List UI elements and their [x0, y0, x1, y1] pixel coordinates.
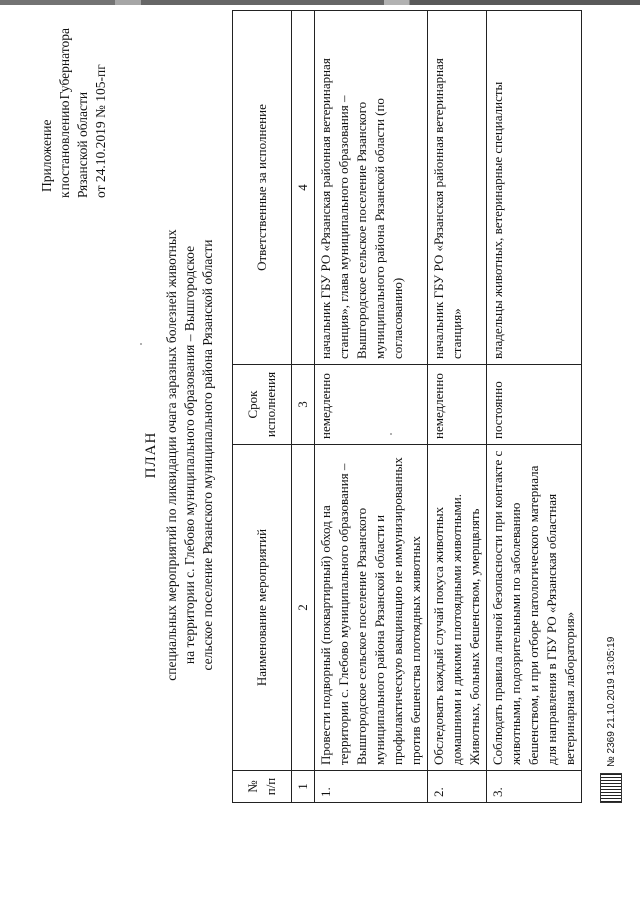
table-header-row	[233, 11, 292, 803]
appendix-line-1	[56, 28, 74, 198]
header-num-3: 3	[292, 365, 315, 445]
appendix-line-3: от 24.10.2019 № 105-пг	[93, 64, 108, 198]
registration-stamp	[600, 637, 622, 803]
row-number: 2.	[428, 771, 487, 803]
appendix-line-2: Рязанской области	[75, 91, 90, 198]
subtitle-line-2: на территории с. Глебово муниципального образования – Вышгородское	[182, 245, 197, 665]
table-row	[428, 11, 487, 803]
row-term: немедленно	[428, 365, 487, 445]
row-responsible: начальник ГБУ РО «Рязанская районная ветеринарная станция»	[428, 11, 487, 365]
header-num-1: 1	[292, 771, 315, 803]
document-title: ПЛАН	[143, 431, 159, 479]
row-action: Обследовать каждый случай покуса животных домашними и дикими плотоядными животными. Животных, больных бешенством, умерщвлять	[428, 445, 487, 771]
row-term: немедленно	[315, 365, 428, 445]
row-term: постоянно	[487, 365, 582, 445]
header-num-4: 4	[292, 11, 315, 365]
appendix-title: Приложение	[39, 119, 54, 192]
appendix-word-decree: постановлению	[57, 100, 72, 191]
document-subtitle	[163, 75, 217, 835]
subtitle-line-1: специальных мероприятий по ликвидации очага заразных болезней животных	[164, 229, 179, 681]
measures-table	[232, 10, 582, 803]
header-term: Срок исполнения	[233, 365, 292, 445]
header-responsible: Ответственные за исполнение	[233, 11, 292, 365]
table-row	[487, 11, 582, 803]
header-action: Наименование мероприятий	[233, 445, 292, 771]
header-num-2: 2	[292, 445, 315, 771]
subtitle-line-3: сельское поселение Рязанского муниципального района Рязанской области	[200, 239, 215, 671]
header-number: № п/п	[233, 771, 292, 803]
row-action: Соблюдать правила личной безопасности при контакте с животными, подозрительными по заболеванию бешенством, и при отборе патологического материала для направления в ГБУ РО «Рязанская областная ветеринарная лаборатория»	[487, 445, 582, 771]
scan-speck	[390, 433, 392, 435]
table-header-num-row	[292, 11, 315, 803]
row-number: 3.	[487, 771, 582, 803]
row-responsible: владельцы животных, ветеринарные специалисты	[487, 11, 582, 365]
row-responsible: начальник ГБУ РО «Рязанская районная ветеринарная станция», глава муниципального образования – Вышгородское сельское поселение Рязанского муниципального района Рязанской области (по согласованию)	[315, 11, 428, 365]
appendix-word-governor: Губернатора	[57, 28, 72, 100]
appendix-word-k: к	[57, 191, 72, 198]
stamp-text: № 2369 21.10.2019 13:05:19	[605, 636, 617, 767]
barcode-icon	[600, 773, 622, 803]
row-action: Провести подворный (поквартирный) обход на территории с. Глебово муниципального образования – Вышгородское сельское поселение Рязанского муниципального района Рязанской области и профилактическую вакцинацию не иммунизированных против бешенства плотоядных животных	[315, 445, 428, 771]
row-number: 1.	[315, 771, 428, 803]
table-row	[315, 11, 428, 803]
scan-speck	[140, 343, 142, 345]
appendix-block	[38, 28, 110, 198]
